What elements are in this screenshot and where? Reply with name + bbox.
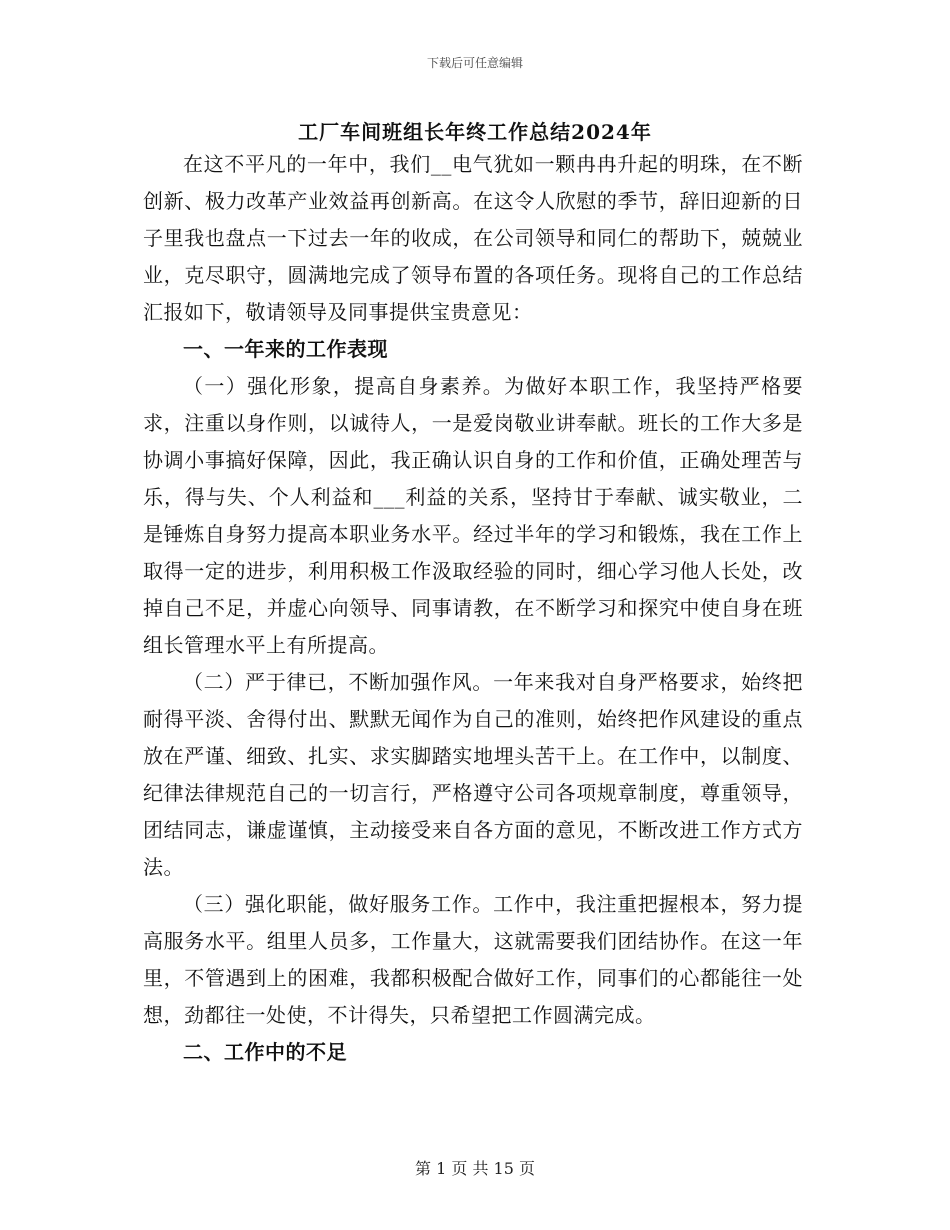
paragraph-point-3: （三）强化职能，做好服务工作。工作中，我注重把握根本，努力提高服务水平。组里人员多，工作量大，这就需要我们团结协作。在这一年里，不管遇到上的困难，我都积极配合做好工作，同事们的心都能往一处想，劲都往一处使，不计得失，只希望把工作圆满完成。 [143, 892, 803, 1027]
paragraph-intro: 在这不平凡的一年中，我们__电气犹如一颗冉冉升起的明珠，在不断创新、极力改革产业效益再创新高。在这令人欣慰的季节，辞旧迎新的日子里我也盘点一下过去一年的收成，在公司领导和同仁的帮助下，兢兢业业，克尽职守，圆满地完成了领导布置的各项任务。现将自己的工作总结汇报如下，敬请领导及同事提供宝贵意见： [143, 152, 803, 324]
document-body [143, 146, 803, 1071]
paragraph-point-1: （一）强化形象，提高自身素养。为做好本职工作，我坚持严格要求，注重以身作则，以诚待人，一是爱岗敬业讲奉献。班长的工作大多是协调小事搞好保障，因此，我正确认识自身的工作和价值，正确处理苦与乐，得与失、个人利益和___利益的关系，坚持甘于奉献、诚实敬业，二是锤炼自身努力提高本职业务水平。经过半年的学习和锻炼，我在工作上取得一定的进步，利用积极工作汲取经验的同时，细心学习他人长处，改掉自己不足，并虚心向领导、同事请教，在不断学习和探究中使自身在班组长管理水平上有所提高。 [143, 374, 803, 657]
document-title: 工厂车间班组长年终工作总结2024年 [298, 120, 652, 144]
page-footer: 第 1 页 共 15 页 [415, 1159, 535, 1178]
section-heading-2: 二、工作中的不足 [183, 1040, 347, 1064]
paragraph-point-2: （二）严于律已，不断加强作风。一年来我对自身严格要求，始终把耐得平淡、舍得付出、默默无闻作为自己的准则，始终把作风建设的重点放在严谨、细致、扎实、求实脚踏实地埋头苦干上。在工作中，以制度、纪律法律规范自己的一切言行，严格遵守公司各项规章制度，尊重领导，团结同志，谦虚谨慎，主动接受来自各方面的意见，不断改进工作方式方法。 [143, 670, 803, 879]
section-heading-1: 一、一年来的工作表现 [183, 337, 388, 361]
header-note: 下载后可任意编辑 [426, 56, 523, 70]
